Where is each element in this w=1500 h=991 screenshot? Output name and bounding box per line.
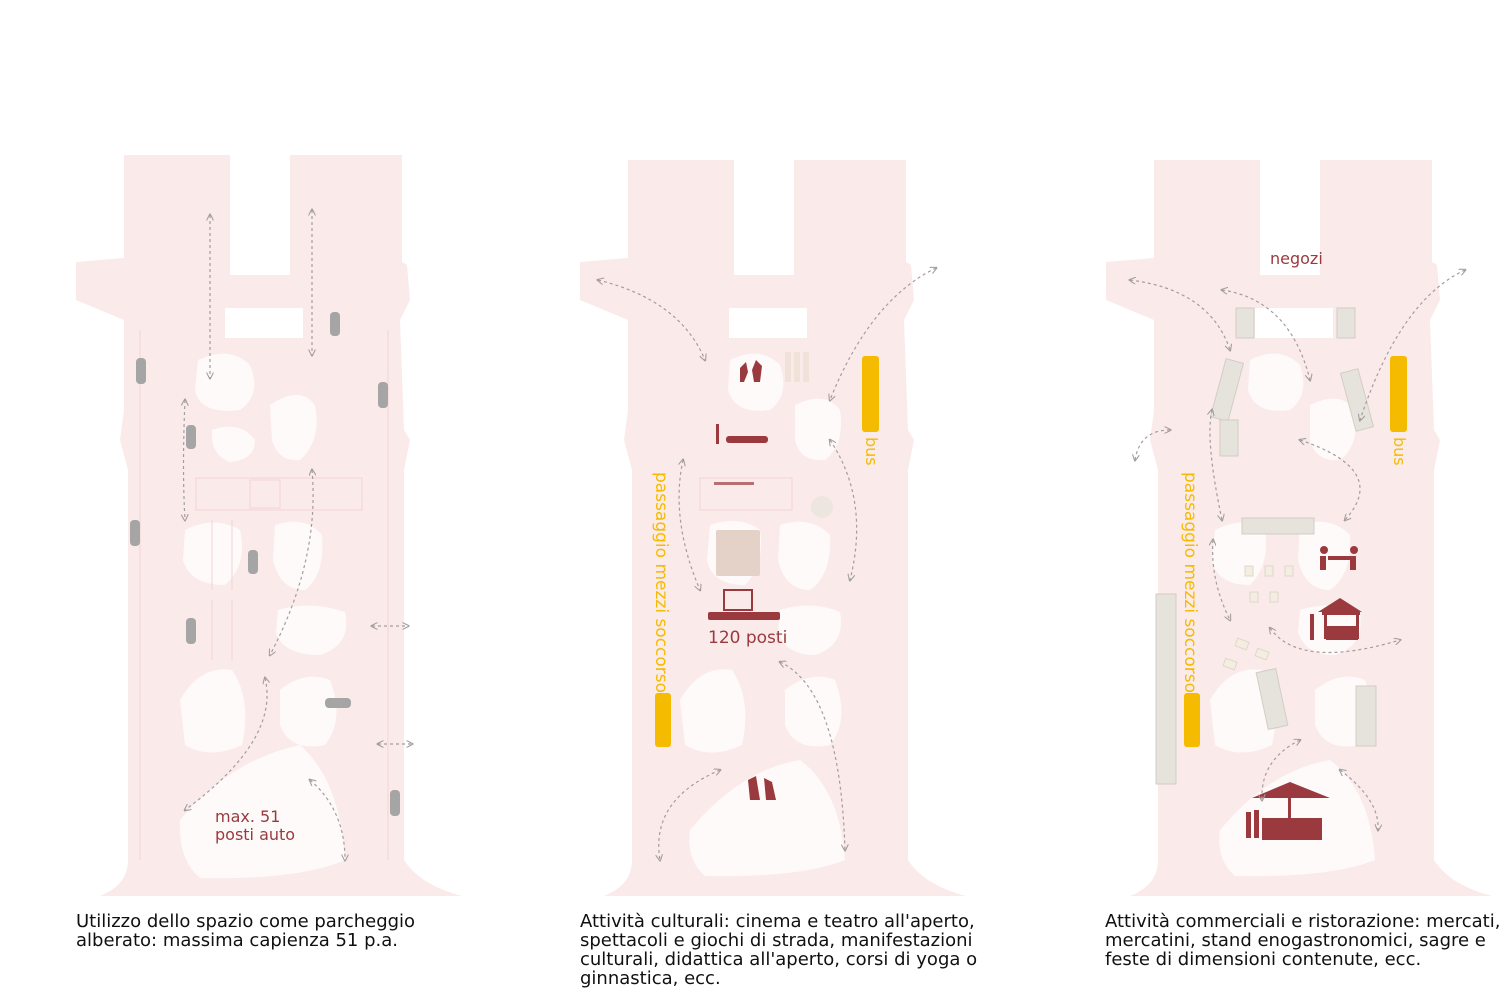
emergency-passage-label: passaggio mezzi soccorso (1180, 472, 1200, 694)
caption-line: alberato: massima capienza 51 p.a. (76, 930, 398, 951)
caption-parking (76, 912, 476, 950)
stage-screen (714, 482, 754, 485)
bus-label: bus (862, 437, 881, 466)
caption-line: Attività commerciali e ristorazione: mercati, (1105, 911, 1500, 932)
caption-line: Utilizzo dello spazio come parcheggio (76, 911, 416, 932)
caption-line: ginnastica, ecc. (580, 968, 721, 989)
emergency-vehicle (1184, 693, 1200, 747)
capacity-label-line1: max. 51 (215, 807, 281, 826)
caption-line: mercatini, stand enogastronomici, sagre e (1105, 930, 1486, 951)
car (330, 312, 340, 336)
car (378, 382, 388, 408)
kiosk (1255, 308, 1333, 338)
caption-commercial (1105, 911, 1500, 970)
car (186, 425, 196, 449)
panel-cultural (580, 160, 966, 896)
kiosk (729, 308, 807, 338)
cinema-seating (716, 530, 760, 576)
emergency-vehicle (655, 693, 671, 747)
car (130, 520, 140, 546)
caption-cultural (580, 912, 990, 988)
caption-line: spettacoli e giochi di strada, manifestazioni (580, 930, 973, 951)
car (390, 790, 400, 816)
caption-line: Attività culturali: cinema e teatro all'aperto, (580, 911, 975, 932)
kiosk (225, 308, 303, 338)
bus (862, 356, 879, 432)
emergency-passage-label: passaggio mezzi soccorso (651, 472, 671, 694)
car (186, 618, 196, 644)
caption-line: culturali, didattica all'aperto, corsi di yoga o (580, 949, 978, 970)
caption-line: feste di dimensioni contenute, ecc. (1105, 949, 1422, 970)
bus-label: bus (1390, 437, 1409, 466)
car (136, 358, 146, 384)
car (325, 698, 351, 708)
seats-label: 120 posti (708, 628, 788, 648)
capacity-label-line2: posti auto (215, 825, 296, 844)
panel-parking (76, 155, 462, 896)
building-block (734, 160, 794, 275)
shops-label: negozi (1270, 249, 1323, 268)
fountain-icon (811, 496, 833, 518)
yoga-mats (785, 352, 809, 382)
panel-commercial (1106, 160, 1492, 896)
bus (1390, 356, 1407, 432)
car (248, 550, 258, 574)
building-block (230, 155, 290, 275)
